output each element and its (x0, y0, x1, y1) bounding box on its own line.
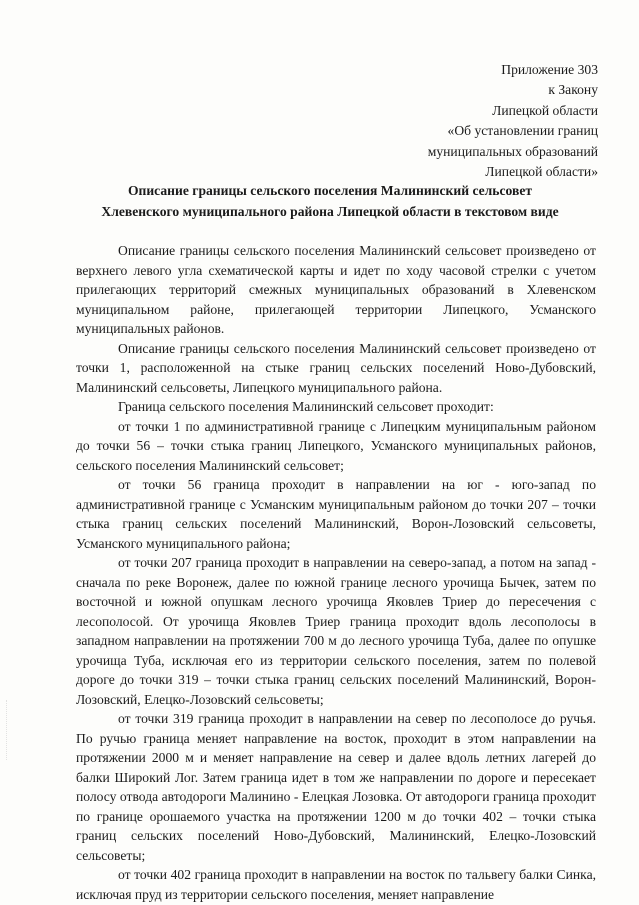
appendix-line: муниципальных образований (427, 143, 598, 159)
body-paragraph: от точки 319 граница проходит в направлении на север по лесополосе до ручья. По ручью граница меняет направление на восток, проходит в этом направлении на протяжении 2000 м и меняет направление на север и далее вдоль летних лагерей до балки Широкий Лог. Затем граница идет в том же направлении по дороге и пересекает полосу отвода автодороги Малинино - Елецкая Лозовка. От автодороги граница проходит по границе орошаемого участка на протяжении 1200 м до точки 402 – точки стыка границ сельских поселений Ново-Дубовский, Малининский, Елецко-Лозовский сельсоветы; (76, 711, 596, 863)
appendix-line: Липецкой области» (485, 164, 598, 180)
body-paragraph: от точки 402 граница проходит в направлении на восток по тальвегу балки Синка, исключая пруд из территории сельского поселения, меняет направление (76, 867, 596, 902)
title-line: Описание границы сельского поселения Малининский сельсовет (127, 183, 533, 198)
body-paragraph: Описание границы сельского поселения Малининский сельсовет произведено от верхнего левого угла схематической карты и идет по ходу часовой стрелки с учетом прилегающих территорий смежных муниципальных образований в Хлевенском муниципальном районе, прилегающей территории Липецкого, Усманского муниципальных районов. (76, 243, 596, 336)
document-title (60, 180, 600, 222)
document-body (76, 241, 596, 904)
appendix-line: «Об установлении границ (447, 123, 598, 139)
body-paragraph: от точки 1 по административной границе с Липецким муниципальным районом до точки 56 – точки стыка границ Липецкого, Усманского муниципальных районов, сельского поселения Малининский сельсовет; (76, 418, 596, 473)
body-paragraph: от точки 207 граница проходит в направлении на северо-запад, а потом на запад - сначала по реке Воронеж, далее по южной границе лесного урочища Бычек, затем по восточной и южной опушкам лесного урочища Яковлев Триер до пересечения с лесополосой. От урочища Яковлев Триер граница проходит вдоль лесополосы в западном направлении на протяжении 700 м до лесного урочища Туба, далее по опушке урочища Туба, исключая его из территории сельского поселения, затем по полевой дороге до точки 319 – точки стыка границ сельских поселений Малининский, Ворон-Лозовский, Елецко-Лозовский сельсоветы; (76, 555, 596, 707)
appendix-line: Липецкой области (492, 102, 598, 118)
scan-artifact (6, 700, 37, 760)
appendix-line: к Закону (548, 82, 598, 98)
body-paragraph: от точки 56 граница проходит в направлении на юг - юго-запад по административной границе с Усманским муниципальным районом до точки 207 – точки стыка границ сельских поселений Малининский, Ворон-Лозовский сельсоветы, Усманского муниципального района; (76, 477, 596, 551)
body-paragraph: Граница сельского поселения Малининский сельсовет проходит: (118, 399, 494, 414)
appendix-line: Приложение 303 (501, 62, 598, 77)
title-line: Хлевенского муниципального района Липецкой области в текстовом виде (101, 204, 559, 219)
body-paragraph: Описание границы сельского поселения Малининский сельсовет произведено от точки 1, расположенной на стыке границ сельских поселений Ново-Дубовский, Малининский сельсоветы, Липецкого муниципального района. (76, 340, 596, 395)
appendix-block (338, 60, 598, 182)
